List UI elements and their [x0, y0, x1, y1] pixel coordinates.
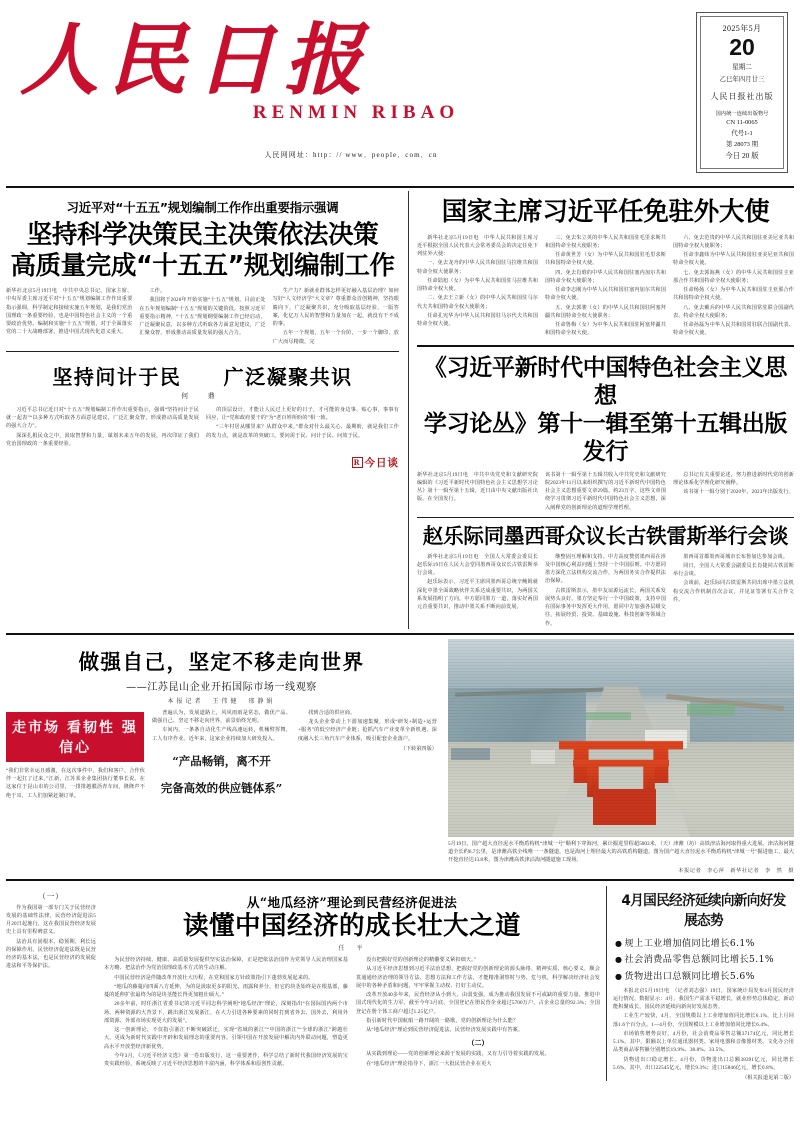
photo-credit: 本报记者 李心萍 新华社记者 李 然 摄: [678, 867, 794, 874]
zhao-col-1: 新华社北京5月19日电 全国人大常委会委员长赵乐际19日在人民大会堂同墨西哥众议长古铁雷斯举行会谈。 赵乐际表示，习近平主席同墨西哥总统辛鲍姆就深化中墨全面战略伙伴关系达成重要共识，为两国关系发展指明了方向。中方愿同墨方一道，落实好两国元首重要共识，推动中墨关系不断向前发展。: [417, 553, 538, 611]
feature-col-3-wrap: [298, 709, 437, 809]
economy-continue-mark: （相关报道见第二版）: [742, 1075, 794, 1082]
xi-thought-headline-line1: 《习近平新时代中国特色社会主义思想: [423, 354, 788, 409]
opinion-col-1: 习近平总书记近日对“十五五”规划编制工作作出重要指示，强调“坚持问计于民就一起表”“以多种方式听取各方面意见建议，广泛汇聚众智，形成推动高质量发展的强大合力”。 深深扎根民众之中，汲取智慧和力量，谋划未来五年的发展，再次印证了我们党治国理政的一条重要经验。: [6, 406, 199, 447]
photo-caption: 5月19日，国产超大直径泥水平衡盾构机“津城一号”顺利下穿海河，累计掘进里程超5003米，（天）津潍（坊）高铁津沽海河取得重大进展。津沽海河隧道全长约6.7公里，是津潍高铁全线唯一一条隧道，也是海河上埋径最大的高铁盾构隧道。图为国产超大直径泥水平衡盾构机“津城一号”掘进施工，最大开挖直径达13.8米，图为津潍高铁津沽海河隧道施工现场。: [448, 840, 794, 864]
opinion-body-columns: [6, 406, 399, 449]
xi-thought-col-3: 总书记有关重要论述，努力推进新时代党的创新理论体系化学理化研究阐释。 该书第十一辑分别于2020年、2023年出版发行。: [673, 471, 794, 496]
cn-number: CN 11-0065: [726, 119, 758, 127]
feature-headline: 做强自己，坚定不移走向世界: [78, 649, 365, 674]
today-talk-badge[interactable]: [352, 455, 399, 470]
ambassador-col-3: 六、免去范贵的中华人民共和国驻亚美尼亚共和国特命全权大使职务； 任命李鑫炜为中华人民共和国驻亚美尼亚共和国特命全权大使。 七、免去郭海燕（女）的中华人民共和国驻圭亚那合作共和国特命全权大使职务； 任命杨扬（女）为中华人民共和国驻圭亚那合作共和国特命全权大使。 八、免去戴兵的中华人民共和国常驻联合国副代表、特命全权大使职务； 任命孙磊为中华人民共和国常驻联合国副代表、特命全权大使。: [673, 234, 794, 337]
commentary-col-3: 没有把握好党的创新理论的精髓要义紧扣细天。” 从习近平经济思想到习近平法治思想，把握好党的创新理论的源头脉络、精神实质、核心要义，顺会贯通通经济治理的领导方法、思想方法和工作方法，才能精准洞察时与势、危与机，科学解决经济社会发展中的各种矛盾和问题，牢牢掌握主动权、打好主动仗。 改革开放40多年来，民营经济从小到大、由弱变强，成为推动我国发展不可或缺的重要力量、推进中国式现代化的生力军。截至今年3月底，全国登记在册民营企业超过5700万户，占企业总量的92.3%；全国登记在册个体工商户超过1.25亿户。 指引新时代中国航船一路开阔的一路歌，党的创新理论为什么能？ 从“地瓜经济”理论到民营经济促进法，民营经济发展实践中有答案。: [356, 957, 600, 1034]
opinion-title-left: 坚持问计于民: [52, 364, 182, 389]
opinion-title-right: 广泛凝聚共识: [223, 364, 353, 389]
photo-grain-overlay: [448, 639, 794, 837]
lead-col-3: 生产力？新就业群体怎样更好融入基层治理？如何写好“人文经济学”大文章？尊重群众首创精神，坚持眼睛向下，广泛凝聚共识，充分吸取基层经验，一版答案，化亿万人民的智慧和力量加在一起，就没有干不成的事。 五年一个规划，五年一个台阶，一步一个脚印，放广大而尽精微，完: [272, 288, 399, 345]
commentary-headline: 读懂中国经济的成长壮大之道: [182, 910, 521, 941]
commentary-byline: 任 平: [338, 946, 366, 953]
ambassador-headline: 国家主席习近平任免驻外大使: [441, 197, 770, 227]
mid-divider: [6, 633, 794, 635]
commentary-section-1: （一）: [38, 891, 64, 901]
serial-label: 国内统一连续出版物号: [715, 111, 769, 118]
lead-headline-line1: 坚持科学决策民主决策依法决策: [26, 220, 379, 250]
feature-pullquote: “产品畅销，离不开 完备高效的供应链体系”: [160, 754, 283, 796]
news-photo: [448, 639, 794, 837]
xi-thought-col-1: 新华社北京5月19日电 中共中央党史和文献研究院编辑的《习近平新时代中国特色社会主义思想学习论丛》第十一辑至第十五辑，近日由中央文献出版社出版，在全国发行。: [417, 471, 538, 503]
bullet-dot-icon: ●: [615, 971, 623, 981]
feature-red-banner: 走市场 看韧性 强信心: [6, 712, 144, 762]
masthead-divider: [6, 186, 794, 188]
zhao-col-3: 墨西哥首都墨西哥城市长布鲁加达参加会谈。 同日，全国人大常委会副委员长肖捷同古铁雷斯举行会谈。 会谈前，赵乐际同古铁雷斯共同出席中墨立法机构交流合作机制首次会议，并见证签署有关合作文件。: [673, 553, 794, 603]
opinion-byline: 何 鼎: [181, 391, 224, 400]
opinion-col-2: 的顶层设计，才能让人民过上更好的日子，才可能的身边事、贴心事，事事有回应，让“党和政府要干的”为“老百姓所盼的”相一致。 “三年村居从哪里来？从群众中来。”群众对什么最关心、最期盼，就是我们工作的发力点，就是改革的突破口。要问需于民、问计于民、问效于民。: [206, 406, 399, 439]
newspaper-logo-chinese: 人民日报: [20, 15, 373, 106]
ambassador-body-columns: [417, 234, 794, 339]
opinion-dual-headline: [6, 361, 399, 390]
website-url[interactable]: 人民网网址：http：// www．people．com．cn: [264, 151, 438, 159]
commentary-section-2: （二）: [467, 1038, 489, 1048]
lead-body-columns: [6, 287, 399, 347]
feature-subheadline: ——江苏昆山企业开拓国际市场一线观察: [126, 681, 317, 693]
today-talk-label: 今日谈: [364, 457, 399, 470]
commentary-main-wrap: [104, 886, 600, 1070]
xi-thought-body-columns: [417, 471, 794, 512]
lead-col-2: 工作。 我国将于2026年开始实施“十五五”规划，目前正处在五年规划编制“十五五”规划的关键阶段。按照习近平重要指示精神，“十五五”规划纲要编制工作已经启动，广泛凝聚民意，以多种方式听取各方面意见建议，广泛汇聚众智，形成推动高质量发展的强大合力。: [139, 288, 266, 337]
issue-number: 第 28073 期: [726, 141, 758, 149]
newspaper-logo-pinyin: RENMIN RIBAO: [252, 102, 460, 123]
economy-headline: 4月国民经济延续向新向好发展态势: [621, 892, 786, 929]
feature-col-1: “我们非常幸运且感激，在这次事件中，我们和客户、合作伙伴一起扛了过来。”江新，江苏某企业集团执行董事长说。在这家位于昆山市的公司里，一排排越膜沥青车间，隆隆声不绝于耳，工人们加紧赶制订单。: [6, 767, 145, 799]
issue-day: 20: [729, 34, 755, 60]
today-talk-mark-icon: R: [353, 458, 361, 468]
publisher-name: 人民日报社出版: [710, 92, 774, 102]
economy-bullet-1: ● 规上工业增加值同比增长6.1%: [615, 937, 755, 949]
feature-byline: 本报记者 王伟健 邢静娟: [167, 698, 276, 705]
economy-bullet-3: ● 货物进出口总额同比增长5.6%: [615, 970, 755, 982]
right-column-upper: [408, 191, 794, 629]
economy-column: [606, 886, 794, 1082]
commentary-col-4: 从实践到理论——党的创新理论来源于发展的实践，又有力引导着实践的发展。 在“地瓜经济”理论指导下，浙江一大批民营企业在更大: [366, 1051, 550, 1067]
commentary-column: [6, 886, 606, 1082]
left-lead-column: [6, 191, 404, 629]
page-count: 今日 20 版: [725, 151, 759, 161]
bullet-dot-icon: ●: [615, 938, 623, 948]
issue-lunar-date: 乙巳年四月廿三: [719, 76, 765, 84]
commentary-col-1-wrap: [6, 886, 96, 1070]
lead-kicker: 习近平对“十五五”规划编制工作作出重要指示强调: [66, 200, 339, 215]
lower-divider: [6, 879, 794, 881]
zhao-col-2: 继整固互理解和支持。中方高度赞赏墨西哥在涉及中国核心利益问题上坚持一个中国原则。中方愿同墨方深化立法机构交流合作，为两国务实合作提供法治保障。 古铁雷斯表示，墨中友谊源远流长，两国关系发展势头良好。墨方坚定奉行一个中国政策，支持中国在国际事务中发挥更大作用，愿同中方加强各层级交往，拓展经贸、投资、基础设施、科技创新等领域合作。: [545, 553, 666, 627]
feature-body-columns: [6, 709, 437, 809]
feature-col-1-wrap: [6, 709, 145, 809]
feature-col-2: 普遍认为，发展道路上，风风雨雨是常态，做优产品、做强自己、坚定不移走向世界，前景始终光明。 车间内，一条条自动化生产线高速运转，机械臂挥舞，工人有序作业。近年来，这家企业持续加大研发投入。: [152, 709, 291, 742]
commentary-col-1: 作为我国第一部专门关于民营经济发展的基础性法律，民营经济促进法5月20日起施行，这在我国民营经济发展史上具有里程碑意义。 法治具有固根本、稳预期、利长远的保障作用。民营经济促进法既是民营经济的基本法，也是民营经济的发展促进法和平等保护法。: [6, 904, 96, 970]
commentary-col-3-wrap: [356, 956, 600, 1069]
bottom-band: [6, 886, 794, 1082]
xi-thought-headline-line2: 学习论丛》第十一辑至第十五辑出版发行: [423, 410, 788, 465]
feature-col-3: 找到合适的供应商。 龙头企业带动上下游加速集聚，形成“研发+制造+运营+服务”的低空经济产业链；抢抓汽车产业变革全新机遇，深度融入长三角汽车产业体系，吸引配套企业落户。: [298, 709, 437, 742]
zhao-leji-body-columns: [417, 553, 794, 629]
xi-thought-col-2: 该书第十一辑至第十五辑共收入中共党史和文献研究院2023年11月以来组织撰写的习近平新时代中国特色社会主义思想重要文章29篇，约23万字。这些文章围绕学习贯彻习近平新时代中国特色社会主义思想，深入阐释党的创新理论的道理学理哲理。: [545, 471, 666, 511]
photo-column: [443, 639, 794, 874]
masthead-left: [6, 4, 696, 160]
lead-headline-line2: 高质量完成“十五五”规划编制工作: [10, 250, 395, 281]
issue-weekday: 星期二: [732, 64, 752, 72]
ambassador-col-1: 新华社北京5月19日电 中华人民共和国主席习近平根据全国人民代表大会常务委员会的决定任免下列驻外大使： 一、免去龙舟的中华人民共和国驻马拉维共和国特命全权大使职务； 任命陆旭（女）为中华人民共和国驻马拉维共和国特命全权大使。 二、免去王立新（女）的中华人民共和国驻马尔代夫共和国特命全权大使职务； 任命孔宪华为中华人民共和国驻马尔代夫共和国特命全权大使。: [417, 234, 538, 327]
feature-column: [6, 639, 443, 874]
ambassador-col-2: 三、免去朱立英的中华人民共和国驻毛里求斯共和国特命全权大使职务； 任命黄世芳（女）为中华人民共和国驻毛里求斯共和国特命全权大使。 四、免去肖晗的中华人民共和国驻塞内加尔共和国特命全权大使职务； 任命李志刚为中华人民共和国驻塞内加尔共和国特命全权大使。 五、免去郭骏（女）的中华人民共和国驻阿塞拜疆共和国特命全权大使职务； 任命鲁梅（女）为中华人民共和国驻阿塞拜疆共和国特命全权大使。: [545, 234, 666, 337]
feature-band: [6, 639, 794, 874]
feature-continue-mark: （下转第四版）: [400, 745, 437, 752]
zhao-leji-headline: 赵乐际同墨西哥众议长古铁雷斯举行会谈: [422, 523, 789, 548]
masthead: [6, 4, 794, 186]
postal-code: 代号1-1: [731, 130, 753, 138]
feature-col-2-wrap: [152, 709, 291, 809]
issue-date: 2025年5月: [722, 24, 762, 33]
upper-content-band: [6, 191, 794, 629]
commentary-col-2: 为民营经济持续、健康、高质量发展提供坚实法治保障，正是把依法治国作为党领导人民治理国家基本方略、把法治作为党治国理政基本方式的生动注解。 中国民营经济是伴随改革开放壮大历程，在党和国家方针政策指引下蓬勃发展起来的。 “地瓜的藤蔓向四面八方延伸，为的是汲取更多的阳光、雨露和养分，但它的块茎始终是在根基部，藤蔓的延伸扩张最终为的是块茎能长得更加粗壮硕大。” 20多年前，时任浙江省委书记的习近平同志科学阐明“地瓜经济”理论，深刻指出“在国际国内两个市场、两种资源的大背景下，跳出浙江发展浙江，在大力引进各种要素的同时打到省外去、国外去，利用外部资源、外部市场实现更大的发展”。 这一创新理论，不仅指引浙江不断突破跃迁，实现“省域的浙江”“中国的浙江”“全球的浙江”跨越壮大，更成为新时代实践中开辟和发展理念的重要内容。引领中国在开放发展中解决内外联动问题，塑造更高水平开放型经济新优势。 今年3月，《习近平经济文选》第一卷出版发行，这一重要著作，科学总结了新时代我国经济发展的宝贵实践经验，系统反映了习近平经济思想的丰富内涵，科学体系和原创性贡献。: [104, 957, 348, 1068]
publication-info-box: [696, 12, 788, 173]
lead-col-1: 新华社北京5月19日电 中共中央总书记、国家主席、中央军委主席习近平对“十五五”规划编制工作作出重要指示强调，科学制定和接续实施五年规划，是我们党治国理政一条重要经验，也是中国特色社会主义的一个重要政治优势。编制和实施“十五五”规划，对于全面落实党的二十大战略部署、推进中国式现代化意义重大。: [6, 288, 133, 336]
bullet-dot-icon: ●: [615, 955, 623, 965]
economy-bullet-list: [615, 935, 794, 982]
economy-bullet-2: ● 社会消费品零售总额同比增长5.1%: [615, 954, 774, 966]
economy-body: 本报北京5月19日电 （记者刘志强）19日，国家统计局发布4月国民经济运行情况。数据显示：4月，我国生产需求平稳增长，就业形势总体稳定，新动能积聚成长，国民经济延续向新向好发展态势。 工业生产较快，4月，全国规模以上工业增加值同比增长6.1%，比上月回落1.6个百分点。1—4月份，全国规模以上工业增加值同比增长6.4%。 市场销售增势良好，4月份，社会消费品零售总额37174亿元，同比增长5.1%。其中，限额以上单位通讯器材类、家用电器和音像器材类、文化办公用品类商品零售额分别增长19.9%、38.8%、33.5%。 货物进出口稳定增长。4月份，货物进出口总额38391亿元，同比增长5.6%。其中，出口22545亿元，增长9.3%；进口15846亿元，增长0.8%。: [613, 987, 794, 1071]
commentary-kicker: 从“地瓜经济”理论到民营经济促进法: [246, 894, 458, 910]
